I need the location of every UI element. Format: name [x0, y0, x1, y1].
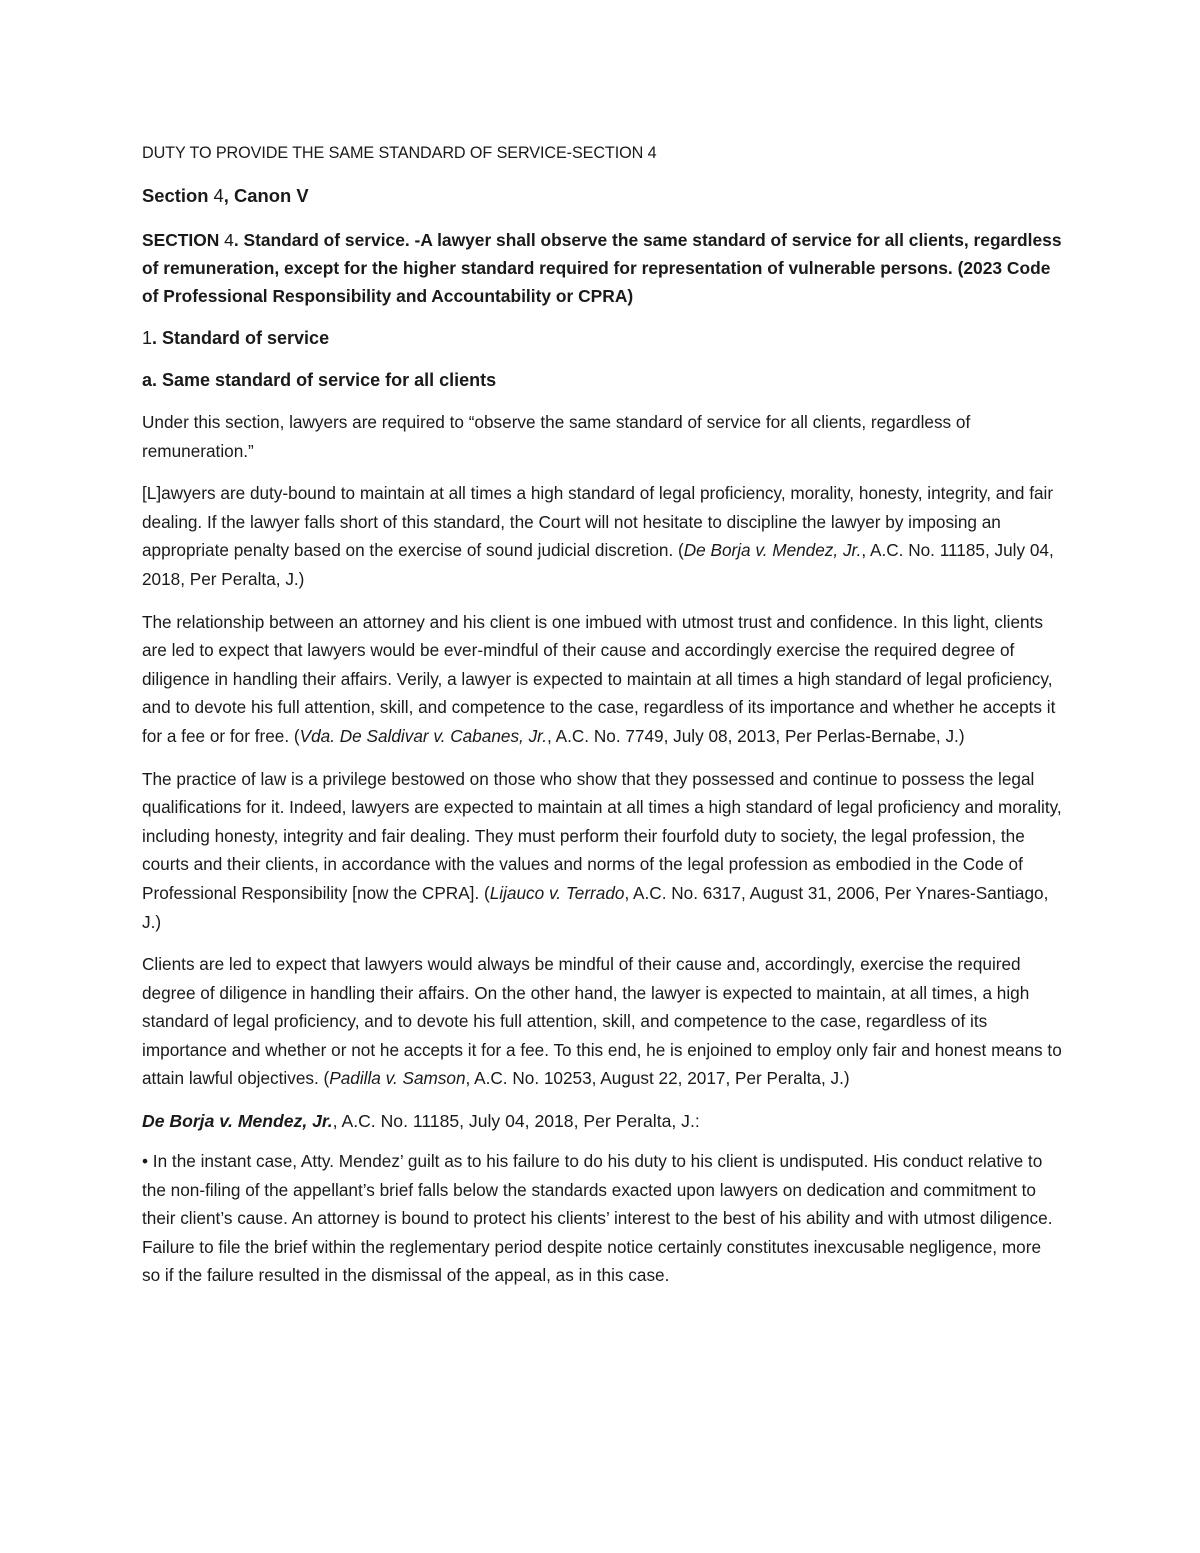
case-citation: , A.C. No. 6317, August 31, 2006, Per Ynares-Santiago, J.) [142, 882, 1049, 932]
case-citation: , A.C. No. 10253, August 22, 2017, Per Peralta, J.) [465, 1068, 850, 1089]
rule-text [142, 226, 1062, 310]
paragraph-2-text: [L]awyers are duty-bound to maintain at all times a high standard of legal proficiency, morality, honesty, integrity, and fair dealing. If the lawyer falls short of this standard, the Court will not hesitate to discipline the lawyer by imposing an appropriate penalty based on the exercise of sound judicial discretion. ( [142, 483, 1054, 561]
heading-standard-of-service [142, 324, 1062, 352]
rule-number: 4 [224, 230, 234, 250]
case-name: De Borja v. Mendez, Jr. [683, 540, 862, 561]
heading-number: 1 [142, 328, 153, 348]
paragraph-5-text: Clients are led to expect that lawyers would always be mindful of their cause and, accordingly, exercise the required degree of diligence in handling their affairs. On the other hand, the lawyer is expected to maintain, at all times, a high standard of legal proficiency, and to devote his full attention, skill, and competence to the case, regardless of its importance and whether or not he accepts it for a fee. To this end, he is enjoined to employ only fair and honest means to attain lawful objectives. ( [142, 954, 1062, 1089]
section-heading-label: Section [142, 185, 214, 206]
case-citation: , A.C. No. 7749, July 08, 2013, Per Perlas-Bernabe, J.) [547, 725, 965, 746]
case-name: Padilla v. Samson [329, 1068, 466, 1089]
case-citation: , A.C. No. 11185, July 04, 2018, Per Peralta, J.) [142, 540, 1054, 589]
heading-same-standard: a. Same standard of service for all clients [142, 370, 497, 390]
rule-label: SECTION [142, 230, 225, 250]
bullet-icon: • [142, 1151, 149, 1172]
document-page [142, 140, 1062, 1290]
paragraph-2 [142, 479, 1062, 593]
paragraph-5 [142, 950, 1062, 1093]
case-name: Lijauco v. Terrado [489, 882, 625, 903]
paragraph-3-text: The relationship between an attorney and his client is one imbued with utmost trust and confidence. In this light, clients are led to expect that lawyers would be ever-mindful of their cause and accordingly exercise the required degree of diligence in handling their affairs. Verily, a lawyer is expected to maintain at all times a high standard of legal proficiency, and to devote his full attention, skill, and competence to the case, regardless of its importance and whether he accepts it for a fee or for free. ( [142, 611, 1056, 746]
heading-text: . Standard of service [152, 328, 330, 348]
section-heading-canon: , Canon V [223, 185, 309, 206]
bullet-text: In the instant case, Atty. Mendez’ guilt as to his failure to do his duty to his client is undisputed. His conduct relative to the non-filing of the appellant’s brief falls below the standards exacted upon lawyers on dedication and commitment to their client’s cause. An attorney is bound to protect his clients’ interest to the best of his ability and with utmost diligence. Failure to file the brief within the reglementary period despite notice certainly constitutes inexcusable negligence, more so if the failure resulted in the dismissal of the appeal, as in this case. [142, 1151, 1053, 1286]
paragraph-4-text: The practice of law is a privilege bestowed on those who show that they possessed and continue to possess the legal qualifications for it. Indeed, lawyers are expected to maintain at all times a high standard of legal proficiency and morality, including honesty, integrity and fair dealing. They must perform their fourfold duty to society, the legal profession, the courts and their clients, in accordance with the values and norms of the legal profession as embodied in the Code of Professional Responsibility [now the CPRA]. ( [142, 768, 1062, 903]
section-heading-number: 4 [213, 185, 224, 206]
case-name: Vda. De Saldivar v. Cabanes, Jr. [299, 725, 548, 746]
case-heading [142, 1107, 1062, 1135]
case-heading-name: De Borja v. Mendez, Jr. [142, 1111, 333, 1132]
section-heading [142, 182, 1062, 210]
case-heading-citation: , A.C. No. 11185, July 04, 2018, Per Peralta, J.: [332, 1111, 700, 1132]
rule-body: . Standard of service. -A lawyer shall observe the same standard of service for all clients, regardless of remuneration, except for the higher standard required for representation of vulnerable persons. (2023 Code of Professional Responsibility and Accountability or CPRA) [142, 230, 1062, 306]
paragraph-3 [142, 608, 1062, 751]
paragraph-1: Under this section, lawyers are required to “observe the same standard of service for all clients, regardless of remuneration.” [142, 412, 971, 461]
bullet-paragraph [142, 1147, 1062, 1290]
paragraph-4 [142, 765, 1062, 937]
document-title: DUTY TO PROVIDE THE SAME STANDARD OF SERVICE-SECTION 4 [142, 144, 657, 162]
